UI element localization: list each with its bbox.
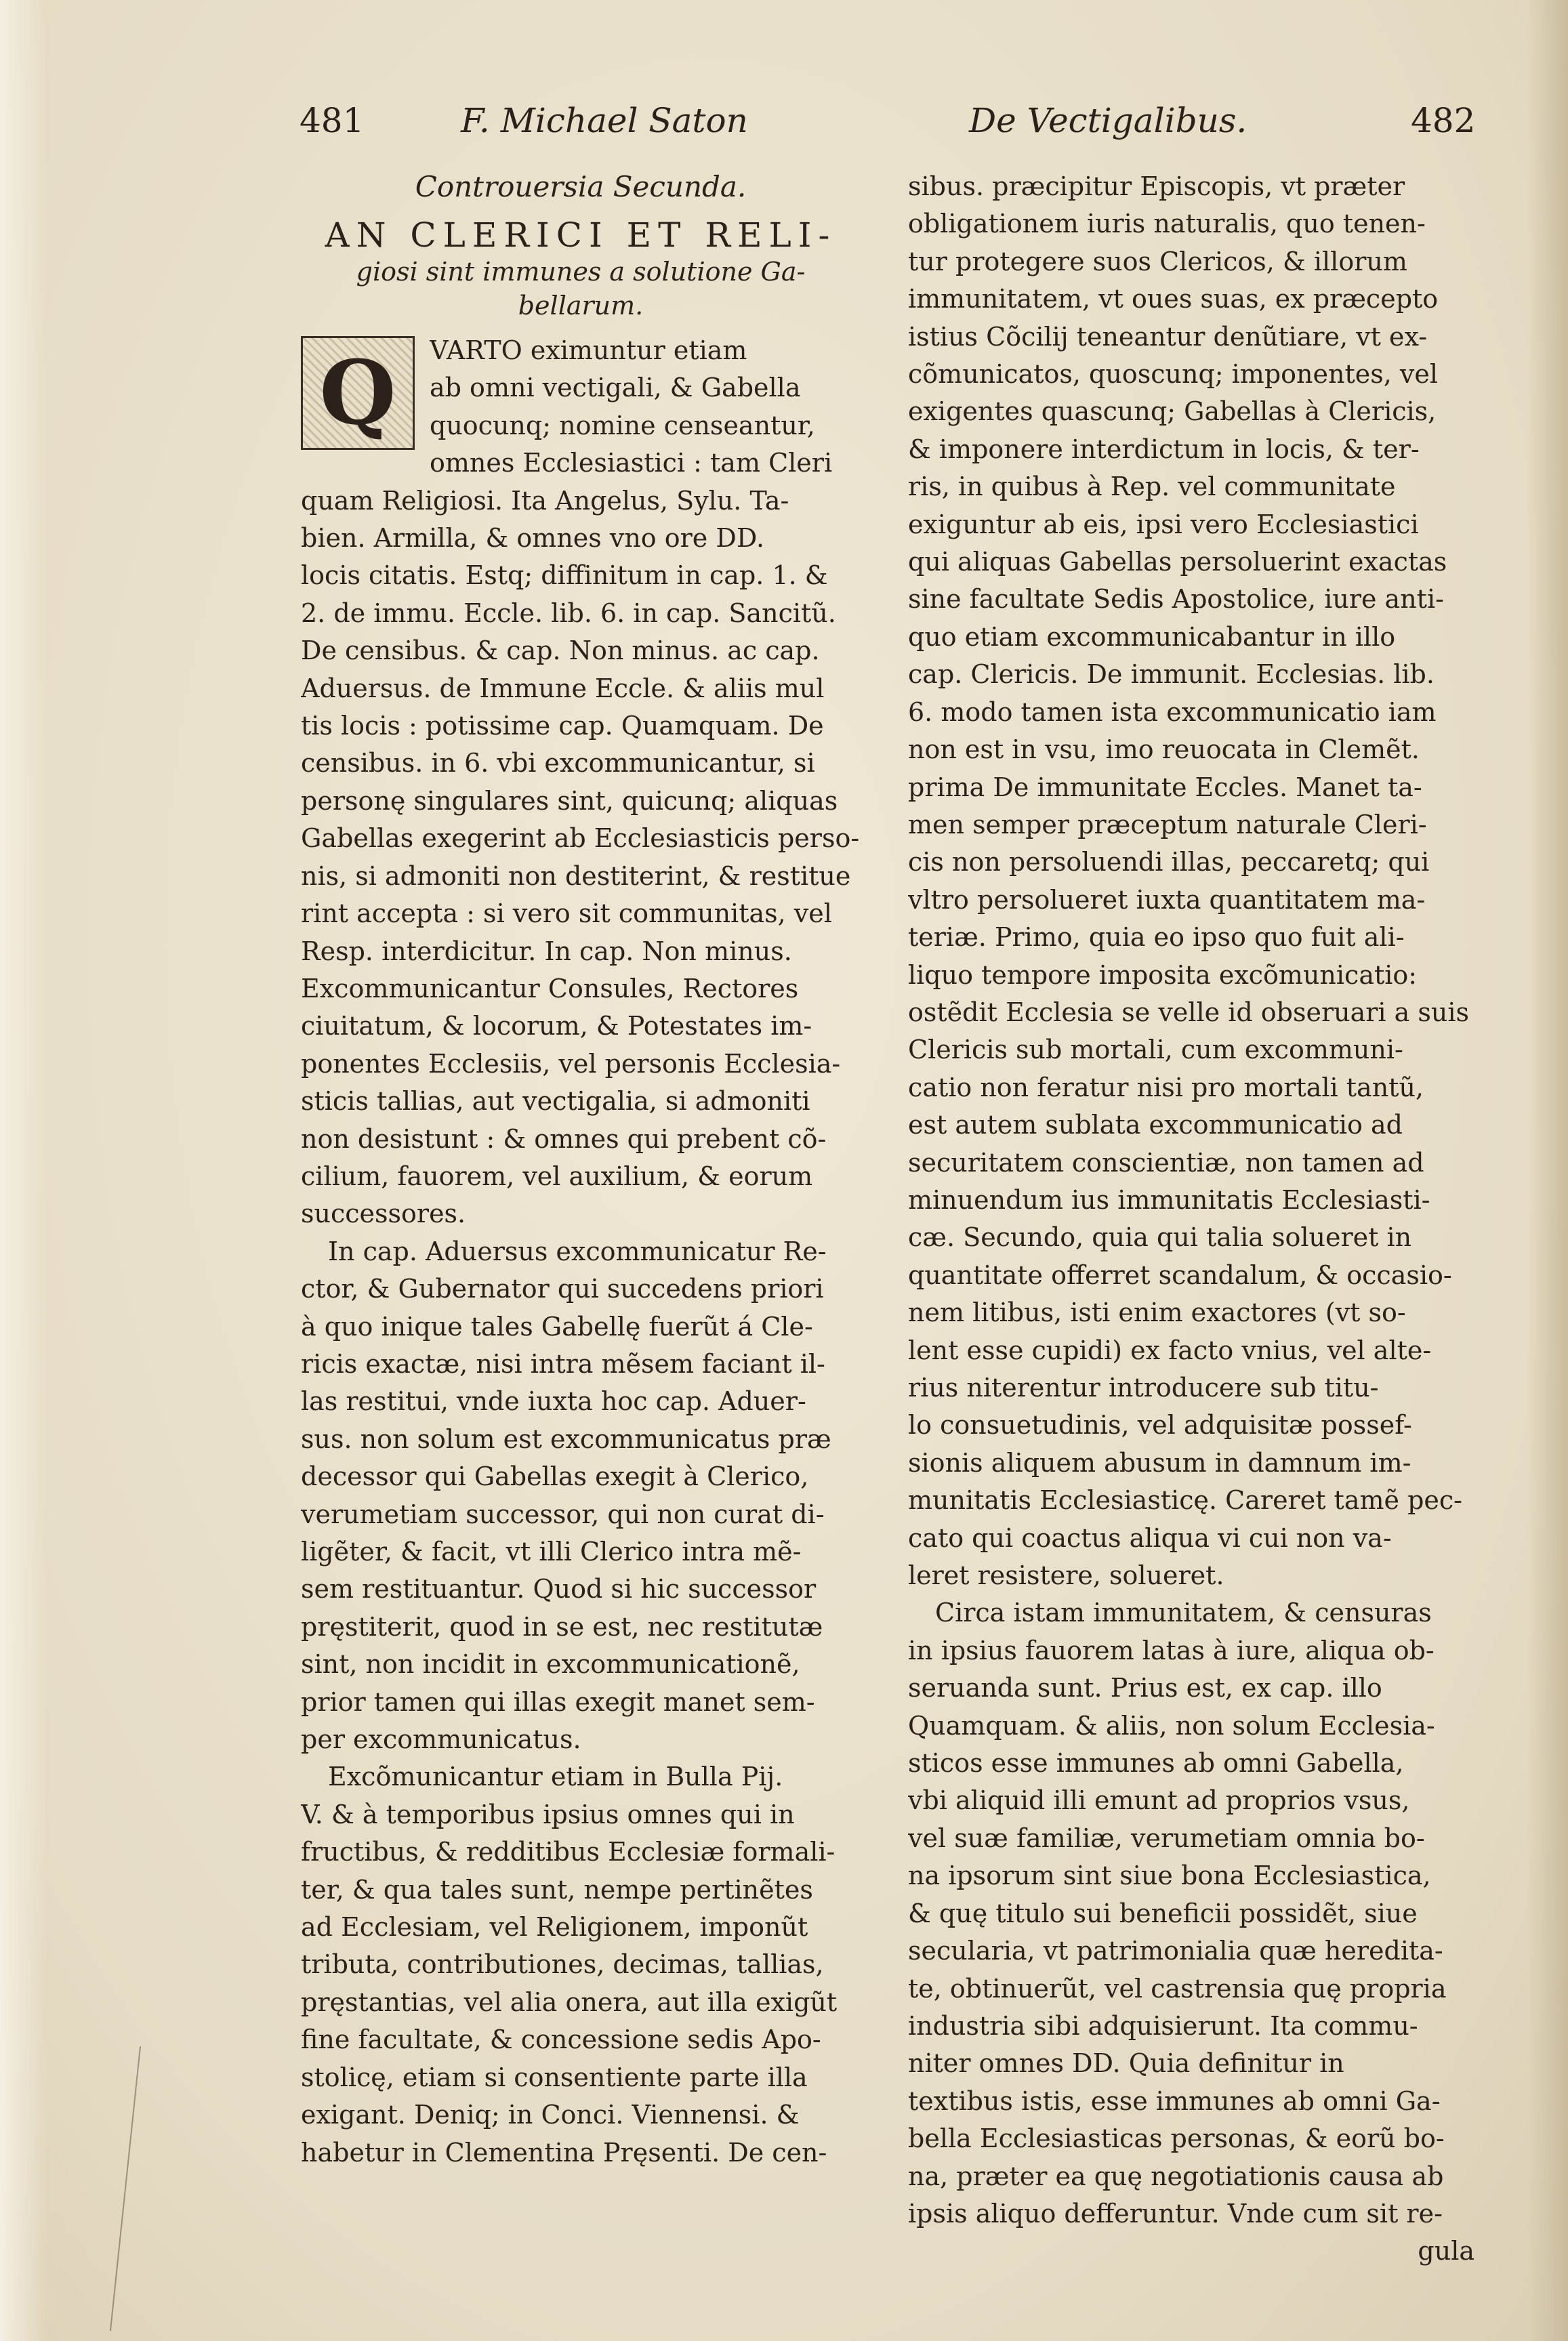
text-line: omnes Ecclesiastici : tam Cleri xyxy=(430,448,833,478)
text-line: sibus. præcipitur Episcopis, vt præter xyxy=(908,171,1405,201)
text-line: vltro persolueret iuxta quantitatem ma- xyxy=(908,884,1426,915)
text-line: prior tamen qui illas exegit manet sem- xyxy=(301,1686,815,1717)
text-line: cæ. Secundo, quia qui talia solueret in xyxy=(908,1222,1412,1253)
text-line: las restitui, vnde iuxta hoc cap. Aduer- xyxy=(301,1386,806,1417)
text-line: verumetiam successor, qui non curat di- xyxy=(301,1499,825,1529)
text-line: Quamquam. & aliis, non solum Ecclesia- xyxy=(908,1710,1435,1741)
text-line: vel suæ familiæ, verumetiam omnia bo- xyxy=(908,1823,1425,1853)
text-line: nem litibus, isti enim exactores (vt so- xyxy=(908,1298,1406,1328)
text-line: cõmunicatos, quoscunq; imponentes, vel xyxy=(908,359,1439,390)
text-line: minuendum ius immunitatis Ecclesiasti- xyxy=(908,1184,1430,1215)
text-line: successores. xyxy=(301,1199,466,1229)
text-line: ab omni vectigali, & Gabella xyxy=(430,373,801,403)
question-heading-rest xyxy=(301,255,861,323)
text-line: sint, non incidit in excommunicationẽ, xyxy=(301,1649,800,1680)
text-line: bella Ecclesiasticas personas, & eorũ bo- xyxy=(908,2124,1445,2154)
text-line: exigant. Deniq; in Conci. Viennensi. & xyxy=(301,2100,800,2130)
text-line: sticos esse immunes ab omni Gabella, xyxy=(908,1748,1404,1779)
text-line: quantitate offerret scandalum, & occasio- xyxy=(908,1260,1452,1290)
text-line: textibus istis, esse immunes ab omni Ga- xyxy=(908,2086,1441,2116)
paragraph xyxy=(908,168,1474,1594)
text-line: quo etiam excommunicabantur in illo xyxy=(908,621,1396,652)
text-line: ciuitatum, & locorum, & Potestates im- xyxy=(301,1011,812,1041)
text-line: pręstiterit, quod in se est, nec restitutæ xyxy=(301,1611,823,1642)
text-line: non desistunt : & omnes qui prebent cõ- xyxy=(301,1123,827,1154)
paragraph xyxy=(908,1594,1474,2233)
text-line: bien. Armilla, & omnes vno ore DD. xyxy=(301,523,765,554)
text-line: VARTO eximuntur etiam xyxy=(430,335,747,365)
text-line: V. & à temporibus ipsius omnes qui in xyxy=(301,1799,795,1829)
paragraph xyxy=(301,332,861,1233)
text-line: liquo tempore imposita excõmunicatio: xyxy=(908,959,1418,990)
text-line: rint accepta : si vero sit communitas, vel xyxy=(301,898,832,929)
text-line: catio non feratur nisi pro mortali tantũ, xyxy=(908,1072,1424,1102)
text-line: Circa istam immunitatem, & censuras xyxy=(935,1598,1432,1628)
text-line: ter, & qua tales sunt, nempe pertinẽtes xyxy=(301,1874,813,1905)
decorated-initial: Q xyxy=(301,336,415,450)
text-line: tis locis : potissime cap. Quamquam. De xyxy=(301,711,824,741)
text-line: stolicę, etiam si consentiente parte illa xyxy=(301,2062,808,2092)
text-line: vbi aliquid illi emunt ad proprios vsus, xyxy=(908,1785,1410,1816)
text-line: teriæ. Primo, quia eo ipso quo fuit ali- xyxy=(908,922,1405,953)
text-line: cis non persoluendi illas, peccaretq; qui xyxy=(908,847,1430,877)
text-line: securitatem conscientiæ, non tamen ad xyxy=(908,1147,1424,1178)
text-line: habetur in Clementina Pręsenti. De cen- xyxy=(301,2137,827,2168)
text-line: sem restituantur. Quod si hic successor xyxy=(301,1574,817,1604)
section-title: Controuersia Secunda. xyxy=(415,170,747,203)
text-line: ad Ecclesiam, vel Religionem, imponũt xyxy=(301,1912,808,1943)
text-line: Clericis sub mortali, cum excommuni- xyxy=(908,1035,1403,1065)
text-line: ricis exactæ, nisi intra mẽsem faciant il- xyxy=(301,1348,825,1379)
text-line: sionis aliquem abusum in damnum im- xyxy=(908,1447,1411,1478)
left-column xyxy=(301,168,861,2172)
text-line: in ipsius fauorem latas à iure, aliqua ob- xyxy=(908,1635,1435,1665)
text-lines xyxy=(301,482,861,1233)
text-line: De censibus. & cap. Non minus. ac cap. xyxy=(301,636,820,666)
text-line: lent esse cupidi) ex facto vnius, vel alte- xyxy=(908,1335,1432,1365)
page-number-right: 482 xyxy=(1411,101,1476,140)
text-line: ponentes Ecclesiis, vel personis Ecclesia- xyxy=(301,1048,841,1079)
text-line: tur protegere suos Clericos, & illorum xyxy=(908,246,1407,276)
text-line: sticis tallias, aut vectigalia, si admoniti xyxy=(301,1086,810,1117)
text-line: nis, si admoniti non destiterint, & restitue xyxy=(301,861,851,891)
text-line: prima De immunitate Eccles. Manet ta- xyxy=(908,772,1422,802)
text-line: na ipsorum sint siue bona Ecclesiastica, xyxy=(908,1861,1431,1891)
text-line: cap. Clericis. De immunit. Ecclesias. lib. xyxy=(908,659,1435,690)
text-line: exiguntur ab eis, ipsi vero Ecclesiastici xyxy=(908,509,1419,539)
text-line: à quo inique tales Gabellę fuerũt á Cle- xyxy=(301,1311,813,1342)
text-line: ligẽter, & facit, vt illi Clerico intra mẽ- xyxy=(301,1537,802,1567)
text-line: immunitatem, vt oues suas, ex præcepto xyxy=(908,284,1439,314)
text-line: & quę titulo sui beneficii possidẽt, siue xyxy=(908,1898,1418,1928)
text-line: secularia, vt patrimonialia quæ heredita- xyxy=(908,1936,1443,1966)
text-line: 2. de immu. Eccle. lib. 6. in cap. Sancitũ. xyxy=(301,598,836,628)
text-line: Excommunicantur Consules, Rectores xyxy=(301,973,799,1003)
text-line: munitatis Ecclesiasticę. Careret tamẽ pec- xyxy=(908,1485,1463,1516)
text-line: seruanda sunt. Prius est, ex cap. illo xyxy=(908,1673,1382,1703)
running-head-left: F. Michael Saton xyxy=(461,101,748,140)
text-line: est autem sublata excommunicatio ad xyxy=(908,1110,1403,1140)
text-line: ostẽdit Ecclesia se velle id obseruari a suis xyxy=(908,997,1470,1027)
text-line: exigentes quascunq; Gabellas à Clericis, xyxy=(908,396,1437,427)
text-line: cilium, fauorem, vel auxilium, & eorum xyxy=(301,1161,813,1191)
text-line: ris, in quibus à Rep. vel communitate xyxy=(908,472,1396,502)
text-line: leret resistere, solueret. xyxy=(908,1560,1224,1591)
text-line: lo consuetudinis, vel adquisitæ possef- xyxy=(908,1410,1412,1441)
text-line: personę singulares sint, quicunq; aliquas xyxy=(301,785,838,816)
text-line: censibus. in 6. vbi excommunicantur, si xyxy=(301,748,815,779)
text-line: non est in vsu, imo reuocata in Clemẽt. xyxy=(908,734,1420,765)
text-line: Gabellas exegerint ab Ecclesiasticis perso- xyxy=(301,823,860,854)
question-heading: AN CLERICI ET RELI- xyxy=(325,215,837,255)
text-line: & imponere interdictum in locis, & ter- xyxy=(908,434,1420,464)
paragraph xyxy=(301,1758,861,2171)
text-line: fine facultate, & concessione sedis Apo- xyxy=(301,2025,821,2055)
page-crease xyxy=(110,2046,150,2331)
text-line: Resp. interdicitur. In cap. Non minus. xyxy=(301,936,792,966)
text-line: qui aliquas Gabellas persoluerint exactas xyxy=(908,547,1447,577)
text-line: locis citatis. Estq; diffinitum in cap. 1. & xyxy=(301,560,828,591)
text-line: industria sibi adquisierunt. Ita commu- xyxy=(908,2010,1418,2041)
right-column xyxy=(908,168,1474,2271)
text-line: per excommunicatus. xyxy=(301,1724,581,1755)
text-line: niter omnes DD. Quia definitur in xyxy=(908,2048,1344,2079)
text-line: quocunq; nomine censeantur, xyxy=(430,410,815,440)
text-line: istius Cõcilij teneantur denũtiare, vt ex- xyxy=(908,321,1428,352)
text-line: Aduersus. de Immune Eccle. & aliis mul xyxy=(301,673,825,703)
text-line: rius niterentur introducere sub titu- xyxy=(908,1373,1379,1403)
running-head-right: De Vectigalibus. xyxy=(969,101,1247,140)
text-line: quam Religiosi. Ita Angelus, Sylu. Ta- xyxy=(301,485,789,516)
catchword: gula xyxy=(1418,2236,1474,2266)
paragraph xyxy=(301,1233,861,1759)
text-line: cato qui coactus aliqua vi cui non va- xyxy=(908,1522,1392,1553)
question-line: bellarum. xyxy=(518,291,644,320)
text-line: decessor qui Gabellas exegit à Clerico, xyxy=(301,1462,809,1492)
text-line: na, præter ea quę negotiationis causa ab xyxy=(908,2161,1444,2191)
text-line: ctor, & Gubernator qui succedens priori xyxy=(301,1274,824,1304)
text-line: obligationem iuris naturalis, quo tenen- xyxy=(908,209,1426,239)
text-line: te, obtinuerũt, vel castrensia quę propria xyxy=(908,1973,1447,2004)
text-line: Excõmunicantur etiam in Bulla Pij. xyxy=(328,1762,783,1792)
text-line: sus. non solum est excommunicatus præ xyxy=(301,1424,831,1454)
text-line: tributa, contributiones, decimas, tallias, xyxy=(301,1949,824,1980)
text-line: men semper præceptum naturale Cleri- xyxy=(908,809,1427,840)
text-line: ipsis aliquo defferuntur. Vnde cum sit re- xyxy=(908,2198,1443,2229)
text-line: In cap. Aduersus excommunicatur Re- xyxy=(328,1236,827,1266)
text-line: sine facultate Sedis Apostolice, iure anti- xyxy=(908,584,1444,615)
text-line: 6. modo tamen ista excommunicatio iam xyxy=(908,697,1437,727)
text-line: fructibus, & redditibus Ecclesiæ formali- xyxy=(301,1837,835,1867)
question-line: giosi sint immunes a solutione Ga- xyxy=(356,257,806,287)
text-line: pręstantias, vel alia onera, aut illa exigũt xyxy=(301,1987,838,2017)
page-number-left: 481 xyxy=(300,101,365,140)
